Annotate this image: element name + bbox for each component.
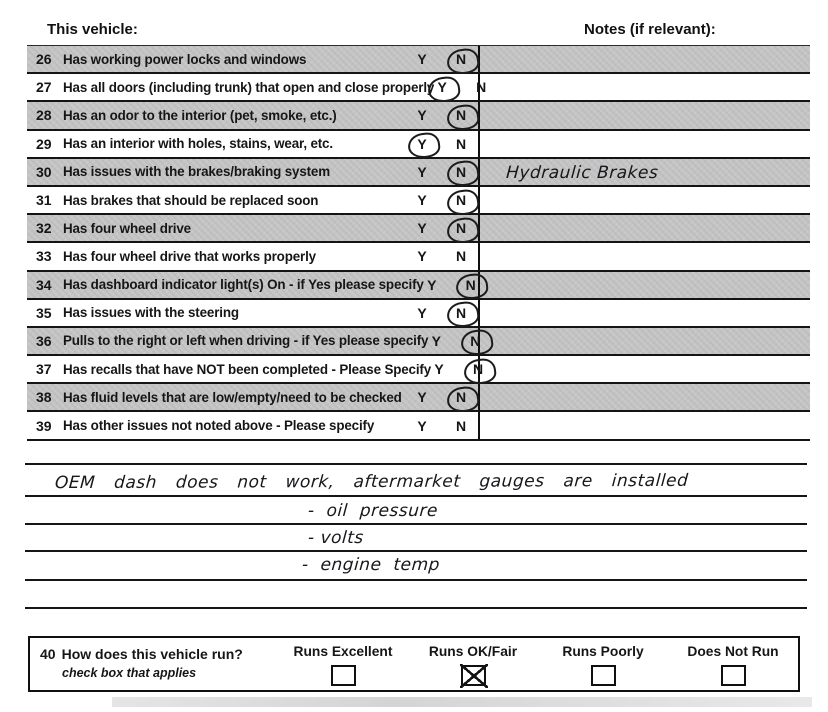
table-row [27, 131, 810, 159]
handwritten-note [480, 155, 506, 157]
option-label: Does Not Run [687, 644, 779, 659]
table-row [27, 272, 810, 300]
section-title-notes: Notes (if relevant): [584, 21, 716, 38]
run-condition-option [672, 644, 794, 686]
yes-no-group [428, 333, 492, 349]
question-number: 30 [36, 163, 52, 180]
question-cell [27, 215, 478, 241]
answer-yes[interactable]: Y [417, 107, 427, 124]
handwritten-note [480, 437, 506, 439]
answer-yes[interactable]: Y [417, 304, 427, 321]
answer-no[interactable]: N [455, 417, 467, 434]
handwritten-note [480, 70, 506, 72]
note-cell[interactable] [478, 412, 810, 438]
answer-yes[interactable]: Y [434, 79, 450, 95]
handwritten-note [480, 127, 506, 129]
question-number: 26 [36, 51, 52, 68]
yes-no-group [414, 136, 478, 152]
question-text: Has dashboard indicator light(s) On - if Yes please specify [63, 277, 424, 293]
section-title-this-vehicle: This vehicle: [47, 21, 138, 38]
answer-yes[interactable]: Y [431, 332, 441, 349]
answer-no[interactable]: N [455, 248, 467, 265]
table-row [27, 412, 810, 440]
question-text: Has an odor to the interior (pet, smoke, etc.) [63, 107, 337, 123]
handwritten-note [480, 324, 506, 326]
question-40-instruction: check box that applies [62, 666, 197, 680]
question-number: 32 [36, 220, 52, 237]
table-row [27, 74, 810, 102]
note-cell[interactable] [478, 300, 810, 326]
handwritten-note [480, 296, 506, 298]
answer-yes[interactable]: Y [414, 136, 430, 152]
question-cell [27, 356, 484, 382]
question-text: Has other issues not noted above - Please specify [63, 418, 375, 434]
table-row [27, 102, 810, 130]
note-cell[interactable] [478, 131, 810, 157]
note-cell[interactable] [478, 159, 810, 185]
option-label: Runs Excellent [293, 644, 393, 659]
question-40-box [28, 636, 800, 692]
answer-no[interactable]: N [467, 333, 483, 349]
question-cell [27, 384, 478, 410]
question-number: 40 [40, 646, 56, 662]
note-cell[interactable] [478, 187, 810, 213]
answer-no[interactable]: N [453, 305, 469, 321]
handwritten-line-oil-pressure: - oil pressure [307, 501, 439, 521]
ruled-line [25, 463, 807, 465]
question-text: Has working power locks and windows [63, 51, 307, 67]
answer-yes[interactable]: Y [434, 361, 444, 378]
handwritten-note [480, 268, 506, 270]
option-label: Runs Poorly [562, 644, 644, 659]
handwritten-note [480, 352, 506, 354]
ruled-line [25, 523, 807, 525]
question-text: Has four wheel drive that works properly [63, 248, 316, 264]
yes-no-group [414, 418, 478, 434]
table-row [27, 300, 810, 328]
run-condition-options [282, 644, 794, 686]
answer-no[interactable]: N [455, 135, 467, 152]
yes-no-group [414, 51, 478, 67]
note-cell[interactable] [478, 74, 810, 100]
ruled-line [25, 607, 807, 609]
handwritten-line-engine-temp: - engine temp [301, 555, 441, 575]
question-cell [27, 159, 478, 185]
scan-artifact-strip [112, 697, 812, 707]
question-cell [27, 272, 478, 298]
question-number: 33 [36, 248, 52, 265]
option-checkbox[interactable] [591, 665, 616, 686]
question-text: Pulls to the right or left when driving - if Yes please specify [63, 333, 429, 349]
yes-no-group [431, 361, 495, 377]
answer-no[interactable]: N [476, 79, 487, 96]
question-cell [27, 328, 481, 354]
question-text: Has brakes that should be replaced soon [63, 192, 319, 208]
question-40 [40, 646, 243, 680]
answer-no[interactable]: N [453, 107, 469, 123]
table-row [27, 384, 810, 412]
question-cell [27, 131, 478, 157]
answer-yes[interactable]: Y [417, 192, 427, 209]
question-cell [27, 300, 478, 326]
run-condition-option [542, 644, 664, 686]
question-number: 34 [36, 276, 52, 293]
handwritten-line-volts: - volts [307, 528, 365, 548]
table-row [27, 187, 810, 215]
note-cell[interactable] [478, 356, 810, 382]
answer-no[interactable]: N [453, 192, 469, 208]
yes-no-group [414, 305, 478, 321]
answer-yes[interactable]: Y [417, 389, 427, 406]
table-row [27, 243, 810, 271]
answer-no[interactable]: N [453, 389, 469, 405]
question-number: 27 [36, 79, 52, 96]
question-number: 38 [36, 389, 52, 406]
question-cell [27, 74, 487, 100]
ruled-line [25, 579, 807, 581]
handwritten-note [480, 98, 506, 100]
answer-yes[interactable]: Y [417, 220, 427, 237]
answer-no[interactable]: N [453, 51, 469, 67]
answer-no[interactable]: N [453, 220, 469, 236]
answer-yes[interactable]: Y [417, 417, 427, 434]
checklist-table [27, 45, 810, 441]
handwritten-note [480, 380, 506, 382]
answer-yes[interactable]: Y [417, 163, 427, 180]
handwritten-note: Hydraulic Brakes [505, 162, 660, 183]
option-checkbox[interactable] [331, 665, 356, 686]
question-text: Has four wheel drive [63, 220, 191, 236]
handwritten-note [480, 408, 506, 410]
question-number: 39 [36, 417, 52, 434]
question-cell [27, 102, 478, 128]
yes-no-group [414, 220, 478, 236]
table-row [27, 328, 810, 356]
ruled-line [25, 550, 807, 552]
question-number: 29 [36, 135, 52, 152]
answer-yes[interactable]: Y [427, 276, 437, 293]
question-cell [27, 243, 478, 269]
table-row [27, 159, 810, 187]
note-cell[interactable] [478, 102, 810, 128]
answer-no[interactable]: N [453, 164, 469, 180]
table-row [27, 215, 810, 243]
option-checkbox[interactable] [461, 665, 486, 686]
question-number: 37 [36, 361, 52, 378]
yes-no-group [434, 79, 498, 95]
option-label: Runs OK/Fair [428, 644, 518, 659]
question-text: Has fluid levels that are low/empty/need to be checked [63, 389, 402, 405]
question-cell [27, 46, 478, 72]
note-cell[interactable] [478, 328, 810, 354]
run-condition-option [412, 644, 534, 686]
yes-no-group [414, 248, 478, 264]
question-cell [27, 412, 478, 438]
yes-no-group [414, 192, 478, 208]
run-condition-option [282, 644, 404, 686]
question-text: Has issues with the steering [63, 305, 239, 321]
question-number: 35 [36, 304, 52, 321]
note-cell[interactable] [478, 384, 810, 410]
question-text: Has issues with the brakes/braking system [63, 164, 330, 180]
question-text: How does this vehicle run? [61, 646, 243, 662]
handwritten-line-dash: OEM dash does not work, aftermarket gauges are installed [54, 470, 690, 494]
question-number: 31 [36, 192, 52, 209]
option-checkbox[interactable] [721, 665, 746, 686]
note-cell[interactable] [478, 46, 810, 72]
answer-no[interactable]: N [470, 361, 486, 377]
question-text: Has an interior with holes, stains, wear, etc. [63, 136, 333, 152]
yes-no-group [414, 107, 478, 123]
yes-no-group [424, 277, 488, 293]
note-cell[interactable] [478, 243, 810, 269]
note-cell[interactable] [478, 272, 810, 298]
handwritten-note [480, 211, 506, 213]
note-cell[interactable] [478, 215, 810, 241]
question-text: Has all doors (including trunk) that open and close properly [63, 79, 435, 95]
yes-no-group [414, 164, 478, 180]
table-row [27, 46, 810, 74]
table-row [27, 356, 810, 384]
question-number: 28 [36, 107, 52, 124]
question-number: 36 [36, 332, 52, 349]
answer-yes[interactable]: Y [417, 51, 427, 68]
question-cell [27, 187, 478, 213]
yes-no-group [414, 389, 478, 405]
answer-yes[interactable]: Y [417, 248, 427, 265]
answer-no[interactable]: N [463, 277, 479, 293]
question-text: Has recalls that have NOT been completed - Please Specify [63, 361, 432, 377]
handwritten-note [480, 239, 506, 241]
ruled-line [25, 495, 807, 497]
